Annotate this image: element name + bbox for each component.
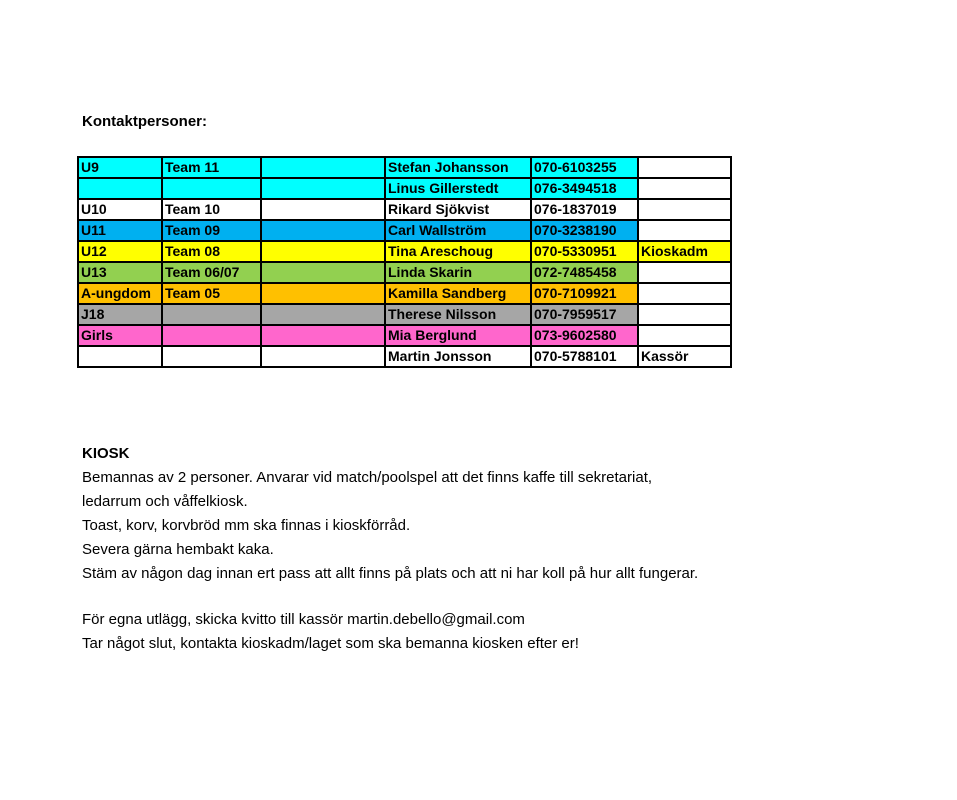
phone-cell: 070-6103255: [531, 157, 638, 178]
page-heading: Kontaktpersoner:: [82, 113, 208, 130]
contacts-table-body: [78, 157, 731, 367]
team-cell: [162, 346, 261, 367]
age-group-cell: U11: [78, 220, 162, 241]
role-cell: [638, 199, 731, 220]
age-group-cell: [78, 346, 162, 367]
role-cell: [638, 220, 731, 241]
contact-name-cell: Linda Skarin: [385, 262, 531, 283]
contact-name-cell: Linus Gillerstedt: [385, 178, 531, 199]
kiosk-footer-line: Tar något slut, kontakta kioskadm/laget som ska bemanna kiosken efter er!: [82, 635, 579, 652]
table-row: [78, 325, 731, 346]
role-cell: [638, 262, 731, 283]
extra-cell: [261, 220, 385, 241]
table-row: [78, 199, 731, 220]
extra-cell: [261, 346, 385, 367]
table-row: [78, 220, 731, 241]
role-cell: Kassör: [638, 346, 731, 367]
table-row: [78, 262, 731, 283]
kiosk-line: Toast, korv, korvbröd mm ska finnas i kioskförråd.: [82, 517, 411, 534]
extra-cell: [261, 199, 385, 220]
contact-name-cell: Carl Wallström: [385, 220, 531, 241]
team-cell: Team 10: [162, 199, 261, 220]
table-row: [78, 241, 731, 262]
table-row: [78, 157, 731, 178]
kiosk-line: ledarrum och våffelkiosk.: [82, 493, 248, 510]
phone-cell: 073-9602580: [531, 325, 638, 346]
team-cell: Team 09: [162, 220, 261, 241]
role-cell: [638, 304, 731, 325]
kiosk-title: KIOSK: [82, 445, 130, 462]
extra-cell: [261, 283, 385, 304]
phone-cell: 076-3494518: [531, 178, 638, 199]
age-group-cell: U9: [78, 157, 162, 178]
team-cell: Team 11: [162, 157, 261, 178]
table-row: [78, 346, 731, 367]
phone-cell: 070-3238190: [531, 220, 638, 241]
phone-cell: 070-7109921: [531, 283, 638, 304]
phone-cell: 076-1837019: [531, 199, 638, 220]
kiosk-line: Severa gärna hembakt kaka.: [82, 541, 274, 558]
contact-name-cell: Rikard Sjökvist: [385, 199, 531, 220]
age-group-cell: [78, 178, 162, 199]
contact-name-cell: Mia Berglund: [385, 325, 531, 346]
contacts-table: [77, 156, 732, 368]
team-cell: [162, 304, 261, 325]
role-cell: [638, 325, 731, 346]
team-cell: [162, 325, 261, 346]
age-group-cell: A-ungdom: [78, 283, 162, 304]
kiosk-footer-line: För egna utlägg, skicka kvitto till kassör martin.debello@gmail.com: [82, 611, 525, 628]
kiosk-spacer: [82, 586, 698, 608]
contact-name-cell: Therese Nilsson: [385, 304, 531, 325]
role-cell: [638, 157, 731, 178]
age-group-cell: U10: [78, 199, 162, 220]
age-group-cell: U12: [78, 241, 162, 262]
kiosk-line: Stäm av någon dag innan ert pass att allt finns på plats och att ni har koll på hur allt fungerar.: [82, 565, 699, 582]
contact-name-cell: Tina Areschoug: [385, 241, 531, 262]
contact-name-cell: Martin Jonsson: [385, 346, 531, 367]
extra-cell: [261, 325, 385, 346]
team-cell: Team 08: [162, 241, 261, 262]
table-row: [78, 304, 731, 325]
extra-cell: [261, 157, 385, 178]
team-cell: [162, 178, 261, 199]
extra-cell: [261, 304, 385, 325]
extra-cell: [261, 241, 385, 262]
table-row: [78, 178, 731, 199]
age-group-cell: U13: [78, 262, 162, 283]
role-cell: [638, 178, 731, 199]
kiosk-section: [82, 442, 698, 656]
role-cell: [638, 283, 731, 304]
phone-cell: 070-5330951: [531, 241, 638, 262]
age-group-cell: Girls: [78, 325, 162, 346]
phone-cell: 070-5788101: [531, 346, 638, 367]
team-cell: Team 05: [162, 283, 261, 304]
role-cell: Kioskadm: [638, 241, 731, 262]
contact-name-cell: Stefan Johansson: [385, 157, 531, 178]
phone-cell: 070-7959517: [531, 304, 638, 325]
contact-name-cell: Kamilla Sandberg: [385, 283, 531, 304]
team-cell: Team 06/07: [162, 262, 261, 283]
age-group-cell: J18: [78, 304, 162, 325]
extra-cell: [261, 178, 385, 199]
extra-cell: [261, 262, 385, 283]
kiosk-line: Bemannas av 2 personer. Anvarar vid match/poolspel att det finns kaffe till sekretariat,: [82, 469, 653, 486]
table-row: [78, 283, 731, 304]
phone-cell: 072-7485458: [531, 262, 638, 283]
